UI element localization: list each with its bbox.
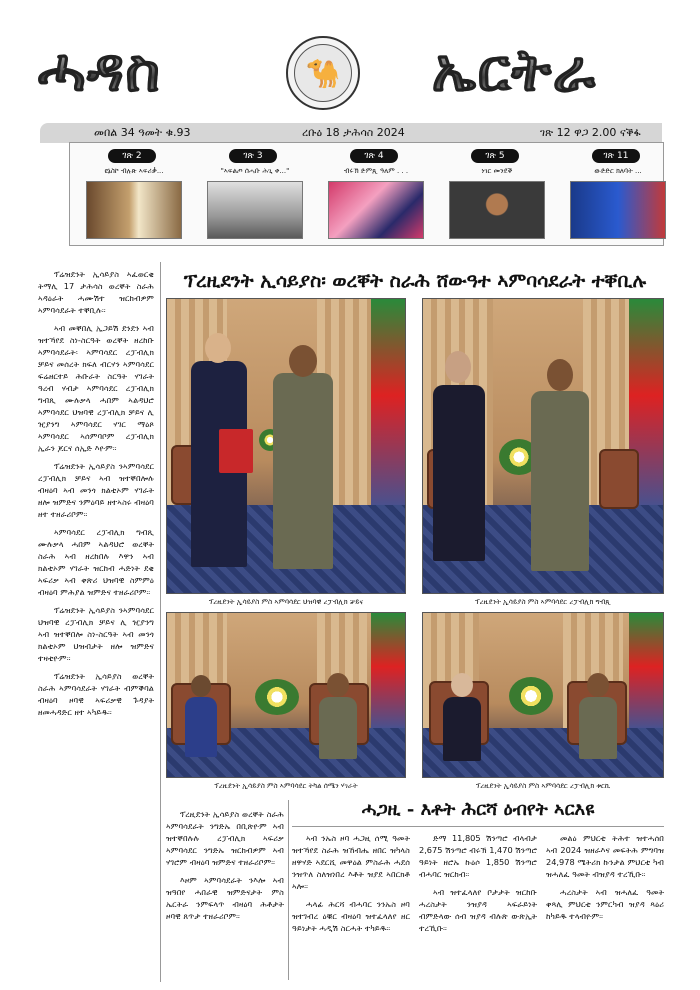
- masthead-title-right: ኤርትራ: [432, 36, 597, 104]
- teaser-page-2[interactable]: [82, 147, 186, 243]
- middle-article-column: [166, 808, 284, 928]
- teaser-caption: ውድድር ክለባት ...: [594, 167, 642, 175]
- article-paragraph: ሓረስታት ኣብ ዝሓለፈ ዓመት ቀጻሊ ምህርቲ ንምርካብ ዝያዳ ጻዕሪ ከካይዱ ተላብዮም።: [546, 887, 664, 921]
- column-divider: [288, 800, 289, 980]
- article-paragraph: ኣብ ንኡስ ዞባ ሓጋዚ ሰሚ ዓመት ዝተኻየደ ስራሕ ዝኸብሔ ዘበር ዝካላስ ዘዋሃድ ኣደርሺ መዋዕል ምስራሕ ሓደሰ ንዝጥለ ስለዝነበረ እቶት ዝያደ ኣበርክቶ ኣሎ።: [292, 833, 410, 891]
- photo-caption: ፕረዚደንት ኢሳይያስ ምስ ኣምባሳደር ህዝባዊ ረፓብሊክ ቻይና: [208, 598, 364, 606]
- masthead: [34, 32, 674, 120]
- second-story-column-2: [419, 832, 537, 940]
- issue-info-bar: [40, 123, 662, 143]
- teaser-page-tag: ገጽ 4: [350, 149, 398, 163]
- teaser-page-tag: ገጽ 5: [471, 149, 519, 163]
- article-paragraph: ፕሬዝደንት ኢሳይያስ ንኣምባሳደር ረፓብሊክ ቻይና ኣብ ዝተቐበሎሉ ብዛዕባ ኣብ መንጎ ክልቲኦም ሃገራት ዘሎ ዝምድና ንምዕባይ ዘተኣስሩ ብዛዕባ ዘተ ተዘራሪቦም።: [38, 461, 154, 519]
- second-story-column-3: [546, 832, 664, 928]
- teaser-page-tag: ገጽ 2: [108, 149, 156, 163]
- eritrea-emblem-icon: [286, 36, 360, 110]
- article-paragraph: ፕረዚደንት ኢሳይያስ ወረቐት ስራሕ ኣምባሳደራት ንግድኡ በቢጽዮም ኣብ ዝተቐበሉሉ ረፓብሊክ ኣፍሪቃ ኣምባሳደር ንግድኡ ዝርከብዎም ኣብ ሃገሮም ብዛዕባ ዝምድና ተዘራሪቦም።: [166, 809, 284, 867]
- second-story-column-1: [292, 832, 410, 940]
- second-headline: ሓጋዚ - እቶት ሕርሻ ዕብየት ኣርእዩ: [361, 799, 595, 820]
- article-paragraph: ኣምባሳደር ረፓብሊክ ግብጺ ሙሉቃላ ሓበም ኣልዳህሮ ወረቐት ስራሕ ኣብ ዘረከበሉ እዋን ኣብ ክልቲኦም ሃገራት ዝርከብ ሓድነት ደቂ ኣፍሪቃ ኣብ ቀጽሪ ህዝባዊ ስምምዕ ብዛዕባ ምሕያል ዝምድና ተዘራሪቦም።: [38, 527, 154, 597]
- camel-icon: 🐪: [294, 44, 352, 102]
- teaser-image: [328, 181, 424, 239]
- left-article-column: [38, 268, 154, 724]
- article-paragraph: ድማ 11,805 ሽንጣሮ ብላብታ 2,675 ሽንጣሮ ብሩኽ 1,470 ሽንጣሮ ዓይነት ዘሮኡ ኩዕሶ 1,850 ሽንጣሮ ብሓባር ዝርከብ።: [419, 833, 537, 879]
- photo-president-china-ambassador: [166, 298, 406, 594]
- article-paragraph: ኣብ ዝተፈላለየ ቦታታት ዝርከቡ ሓረስታት ንዝያዳ ኣፍራይነት ብምድላው ሰብ ዝያዳ ብሉጽ ውጽኢት ተረኺቡ።: [419, 887, 537, 933]
- photo-president-egypt-ambassador: [422, 298, 664, 594]
- article-paragraph: ሓላፊ ሕርሻ ብሓባር ንንኡስ ዞባ ዝተገብረ ዕቑር ብዛዕባ ዝተፈላለየ ዘር ዓይነታት ሓዲሽ ስርሓት ተካይዱ።: [292, 899, 410, 933]
- teaser-page-3[interactable]: [203, 147, 307, 243]
- article-paragraph: ፕሬዝደንት ኢሳይያስ ኣፈወርቂ ትማሊ 17 ታሕሳስ ወረቐት ስራሕ ኣዳዕራት ሓሙሽተ ዝርከብዎም ኣምባሳደራት ተቐቢሉ።: [38, 269, 154, 315]
- photo-caption: ፕረዚደንት ኢሳይያስ ምስ ኣምባሳደር ትካል ሰሜን ሃገራት: [214, 782, 358, 790]
- teaser-image: [449, 181, 545, 239]
- teaser-caption: ብሩኽ ድምጺ ዓለም . . .: [343, 167, 409, 175]
- pages-price: ገጽ 12 ዋጋ 2.00 ናቕፋ: [540, 126, 641, 139]
- photo-caption: ፕረዚደንት ኢሳይያስ ምስ ኣምባሳደር ረፓብሊክ ቱርኪ: [475, 782, 611, 790]
- photo-president-ambassador-seated-1: [166, 612, 406, 778]
- teaser-page-tag: ገጽ 3: [229, 149, 277, 163]
- teaser-caption: ነገር መንደቕ: [481, 167, 513, 175]
- teaser-image: [86, 181, 182, 239]
- article-paragraph: እዞም ኣምባሳደራት ንእሎ ኣብ ዝዓበየ ሓበራዊ ዝምድናታት ምስ ኤርትራ ንምፍላጥ ብዛዕባ ሕቶታት ዞባዊ ጸጥታ ተዘራሪቦም።: [166, 875, 284, 921]
- teaser-strip: [69, 142, 664, 246]
- article-paragraph: ፕሬዝደንት ኢሳይያስ ወረቐት ስራሕ ኣምባሳደራት ሃገራት ብምቕባል ብዛዕባ ዞባዊ ኣፍሪቃዊ ጉዳያት ዘመሓዳድር ዘተ ኣካይዱ።: [38, 671, 154, 717]
- teaser-image: [207, 181, 303, 239]
- photo-caption: ፕረዚደንት ኢሳይያስ ምስ ኣምባሳደር ረፓብሊክ ግብጺ: [475, 598, 611, 606]
- issue-date: ረቡዕ 18 ታሕሳስ 2024: [302, 126, 405, 139]
- photo-president-ambassador-seated-2: [422, 612, 664, 778]
- article-paragraph: ፕሬዝደንት ኢሳይያስ ንኣምባሳደር ህዝባዊ ረፓብሊክ ቻይና ሊ ዢያንግ ኣብ ዝተቐበሎ ስነ-ስርዓት ኣብ መንጎ ክልቲኦም ህዝብታት ዘሎ ዝምድና ተዛቲዮም።: [38, 605, 154, 663]
- teaser-caption: ዩኔስኮ ብሉጽ ኣፍሪቃ...: [104, 167, 164, 175]
- teaser-image: [570, 181, 666, 239]
- article-paragraph: ኣብ መቐበሊ ኢጋይሽ ደንደን ኣብ ዝተኻየደ ስነ-ስርዓት ወረቐት ዘረከቡ ኣምባሳደራት፡ ኣምባሳደር ረፓብሊክ ቻይና መሰረት ክፍለ ብርሃን ኣምባሳደር ፍሬዘርተይ ሕቡራት ስርዓት ሃገራት ዓረብ ሃብታ ኣምባሳደር ረፓብሊክ ግብጺ ሙሉቃላ ሓበም ኣልዳህሮ ኣምባሳደር ህዝባዊ ረፓብሊክ ቻይና ሊ ዢያንግ ኣምባሳደር ሃገር ማዕጾ ኣምባሳደር ኣሰምባቦም ረፓብሊክ ኢራን ጆርና ሰኢድ እዮም።: [38, 323, 154, 453]
- article-paragraph: መልዕ ምህርቲ ትሕተ ዝተሓሰበ ኣብ 2024 ዝዘራእና መፍትሕ ምግባዝ 24,978 ሜትሪክ ኩንታል ምህርቲ ካብ ዝሓለፈ ዓመት ብዝያዳ ተረኺቡ።: [546, 833, 664, 879]
- teaser-caption: "ኣፍልጦ ሰሓቡ ሕጊ ቀ...": [220, 167, 290, 175]
- teaser-page-5[interactable]: [445, 147, 549, 243]
- teaser-page-tag: ገጽ 11: [592, 149, 640, 163]
- issue-number: መበል 34 ዓመት ቁ.93: [94, 126, 191, 139]
- teaser-page-11[interactable]: [566, 147, 670, 243]
- headline-rule: [292, 826, 664, 827]
- column-divider: [160, 262, 161, 982]
- main-headline: ፕረዚደንት ኢሳይያስ፡ ወረቐት ስራሕ ሸውዓተ ኣምባሳደራት ተቐቢሉ: [183, 270, 647, 292]
- teaser-page-4[interactable]: [324, 147, 428, 243]
- masthead-title-left: ሓዳስ: [38, 36, 162, 104]
